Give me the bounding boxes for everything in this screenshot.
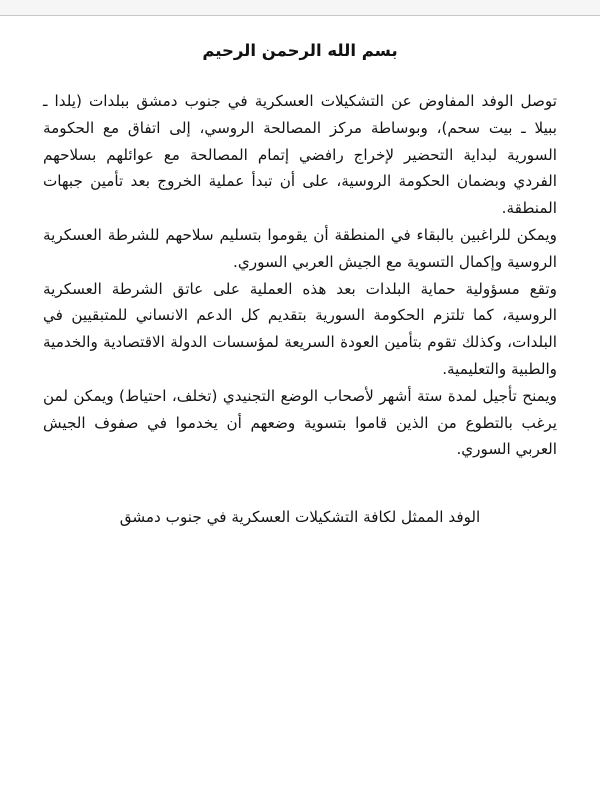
signature-line: الوفد الممثل لكافة التشكيلات العسكرية في جنوب دمشق <box>119 508 481 526</box>
window-top-strip <box>0 0 600 16</box>
paragraph: ويمنح تأجيل لمدة ستة أشهر لأصحاب الوضع التجنيدي (تخلف، احتياط) ويمكن لمن يرغب بالتطوع من الذين قاموا بتسوية وضعهم أن يخدموا في صفوف الجيش العربي السوري. <box>43 386 557 459</box>
paragraph: وتقع مسؤولية حماية البلدات بعد هذه العملية على عاتق الشرطة العسكرية الروسية، كما تلتزم الحكومة السورية بتقديم كل الدعم الانساني للمتبقيين في البلدات، وكذلك تقوم بتأمين العودة السريعة لمؤسسات الدولة الاقتصادية والخدمية والطبية والتعليمية. <box>43 279 557 378</box>
document-page <box>0 17 600 800</box>
paragraph: ويمكن للراغبين بالبقاء في المنطقة أن يقوموا بتسليم سلاحهم للشرطة العسكرية الروسية وإكمال التسوية مع الجيش العربي السوري. <box>43 225 557 271</box>
page-title: بسم الله الرحمن الرحيم <box>202 41 398 60</box>
document-body <box>43 88 557 463</box>
paragraph: توصل الوفد المفاوض عن التشكيلات العسكرية في جنوب دمشق ببلدات (يلدا ـ ببيلا ـ بيت سحم)، وبوساطة مركز المصالحة الروسي، إلى اتفاق مع الحكومة السورية لبداية التحضير لإخراج رافضي إتمام المصالحة مع عوائلهم بسلاحهم الفردي وبضمان الحكومة الروسية، على أن تبدأ عملية الخروج بعد تأمين جبهات المنطقة. <box>43 92 557 218</box>
